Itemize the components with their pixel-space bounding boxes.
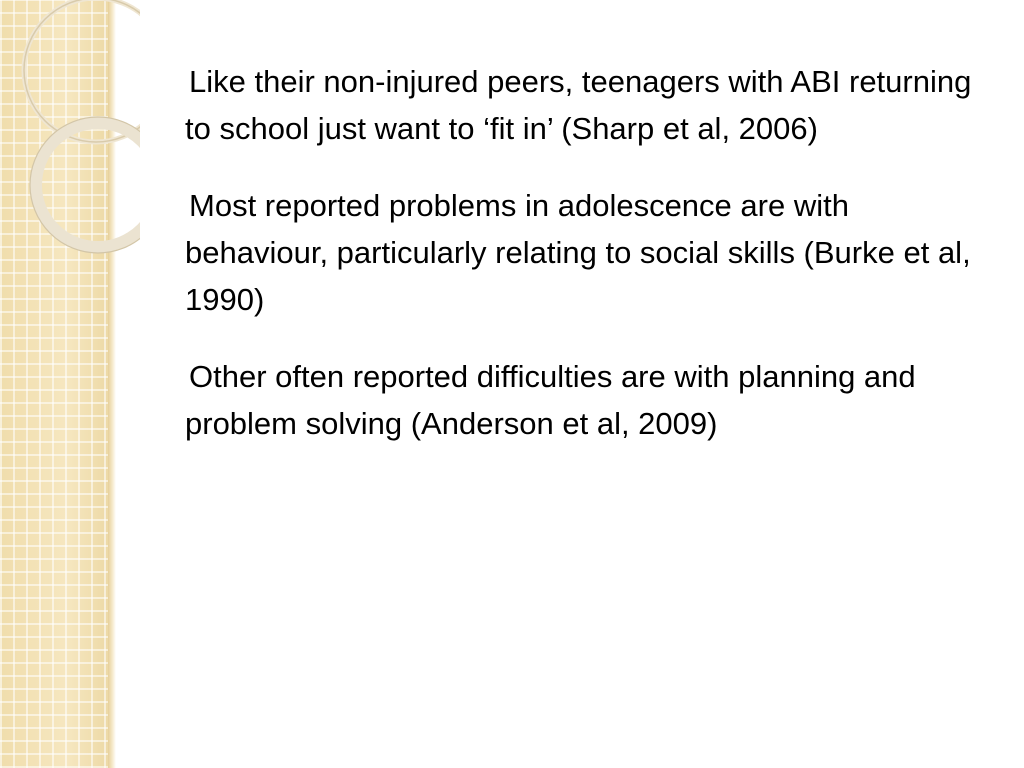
decorative-rings	[0, 0, 140, 260]
bullet-list	[185, 58, 975, 477]
bullet-behaviour: Most reported problems in adolescence are with behaviour, particularly relating to social skills (Burke et al, 1990)	[185, 188, 971, 317]
bullet-fit-in: Like their non-injured peers, teenagers with ABI returning to school just want to ‘fit in’ (Sharp et al, 2006)	[185, 64, 972, 146]
bullet-planning: Other often reported difficulties are with planning and problem solving (Anderson et al, 2009)	[185, 359, 916, 441]
